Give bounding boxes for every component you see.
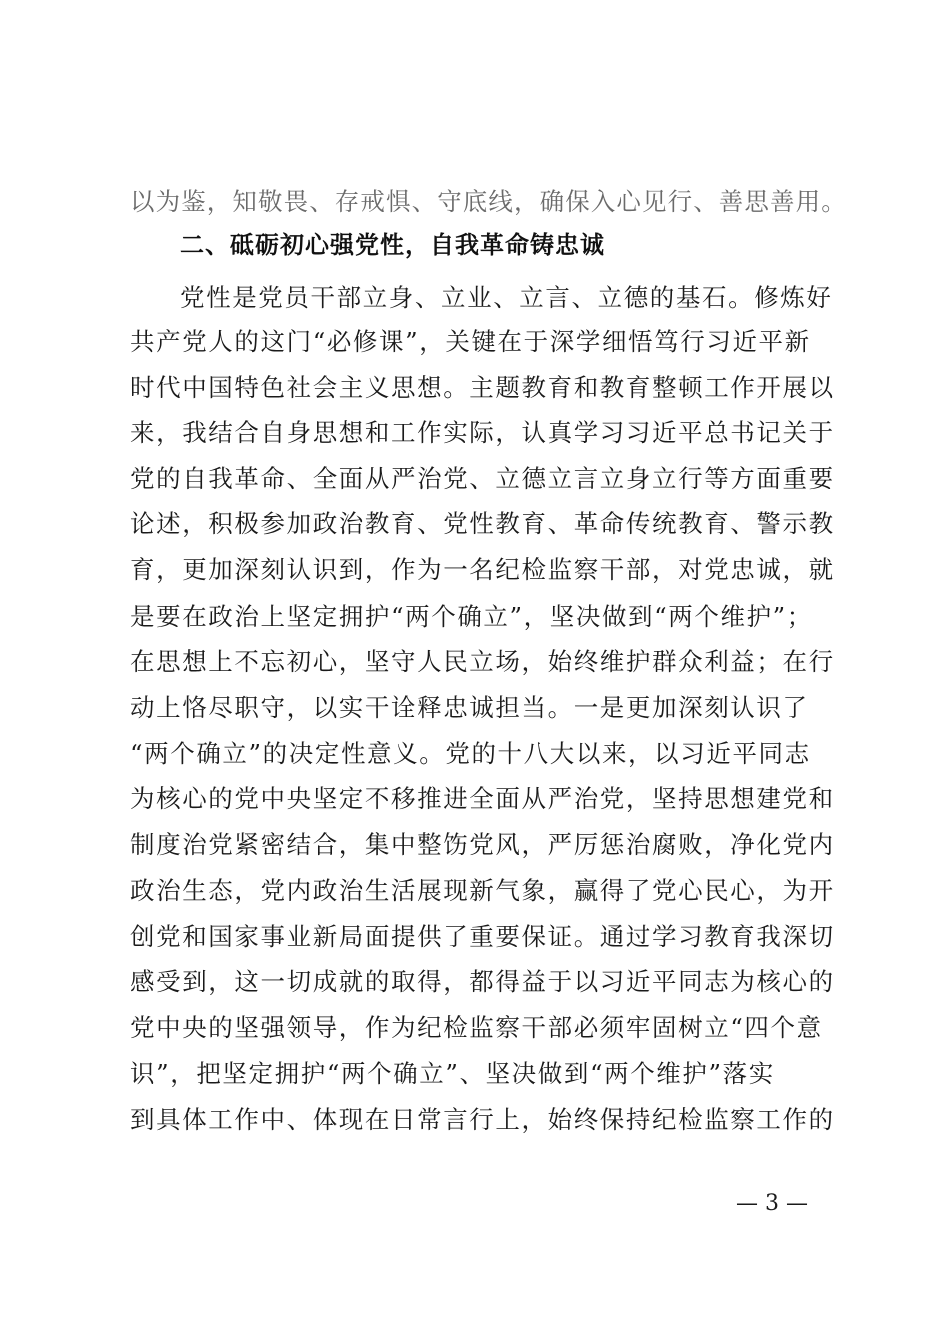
- text-line: 制度治党紧密结合，集中整饬党风，严厉惩治腐败，净化党内: [130, 830, 835, 859]
- text-line: 到具体工作中、体现在日常言行上，始终保持纪检监察工作的: [130, 1105, 835, 1134]
- text-line: 识”，把坚定拥护“两个确立”、坚决做到“两个维护”落实: [130, 1059, 775, 1088]
- text-line: 时代中国特色社会主义思想。主题教育和教育整顿工作开展以: [130, 373, 835, 402]
- text-line: 以为鉴，知敬畏、存戒惧、守底线，确保入心见行、善思善用。: [130, 187, 847, 216]
- text-line: 党的自我革命、全面从严治党、立德立言立身立行等方面重要: [130, 464, 835, 493]
- text-line: 感受到，这一切成就的取得，都得益于以习近平同志为核心的: [130, 967, 835, 996]
- text-line: 政治生态，党内政治生活展现新气象，赢得了党心民心，为开: [130, 876, 835, 905]
- text-line: “两个确立”的决定性意义。党的十八大以来，以习近平同志: [130, 739, 811, 768]
- page-number: — 3 —: [736, 1191, 808, 1216]
- section-heading: 二、砥砺初心强党性，自我革命铸忠诚: [180, 231, 605, 259]
- text-line: 党中央的坚强领导，作为纪检监察干部必须牢固树立“四个意: [130, 1013, 823, 1042]
- text-line: 论述，积极参加政治教育、党性教育、革命传统教育、警示教: [130, 509, 835, 538]
- text-line: 为核心的党中央坚定不移推进全面从严治党，坚持思想建党和: [130, 784, 835, 813]
- text-line: 在思想上不忘初心，坚守人民立场，始终维护群众利益；在行: [130, 647, 835, 676]
- text-line: 育，更加深刻认识到，作为一名纪检监察干部，对党忠诚，就: [130, 555, 835, 584]
- text-line: 创党和国家事业新局面提供了重要保证。通过学习教育我深切: [130, 922, 835, 951]
- text-line: 动上恪尽职守，以实干诠释忠诚担当。一是更加深刻认识了: [130, 693, 809, 722]
- text-line: 共产党人的这门“必修课”，关键在于深学细悟笃行习近平新: [130, 327, 811, 356]
- text-line: 党性是党员干部立身、立业、立言、立德的基石。修炼好: [180, 283, 833, 312]
- text-line: 来，我结合自身思想和工作实际，认真学习习近平总书记关于: [130, 418, 835, 447]
- text-line: 是要在政治上坚定拥护“两个确立”，坚决做到“两个维护”；: [130, 602, 813, 631]
